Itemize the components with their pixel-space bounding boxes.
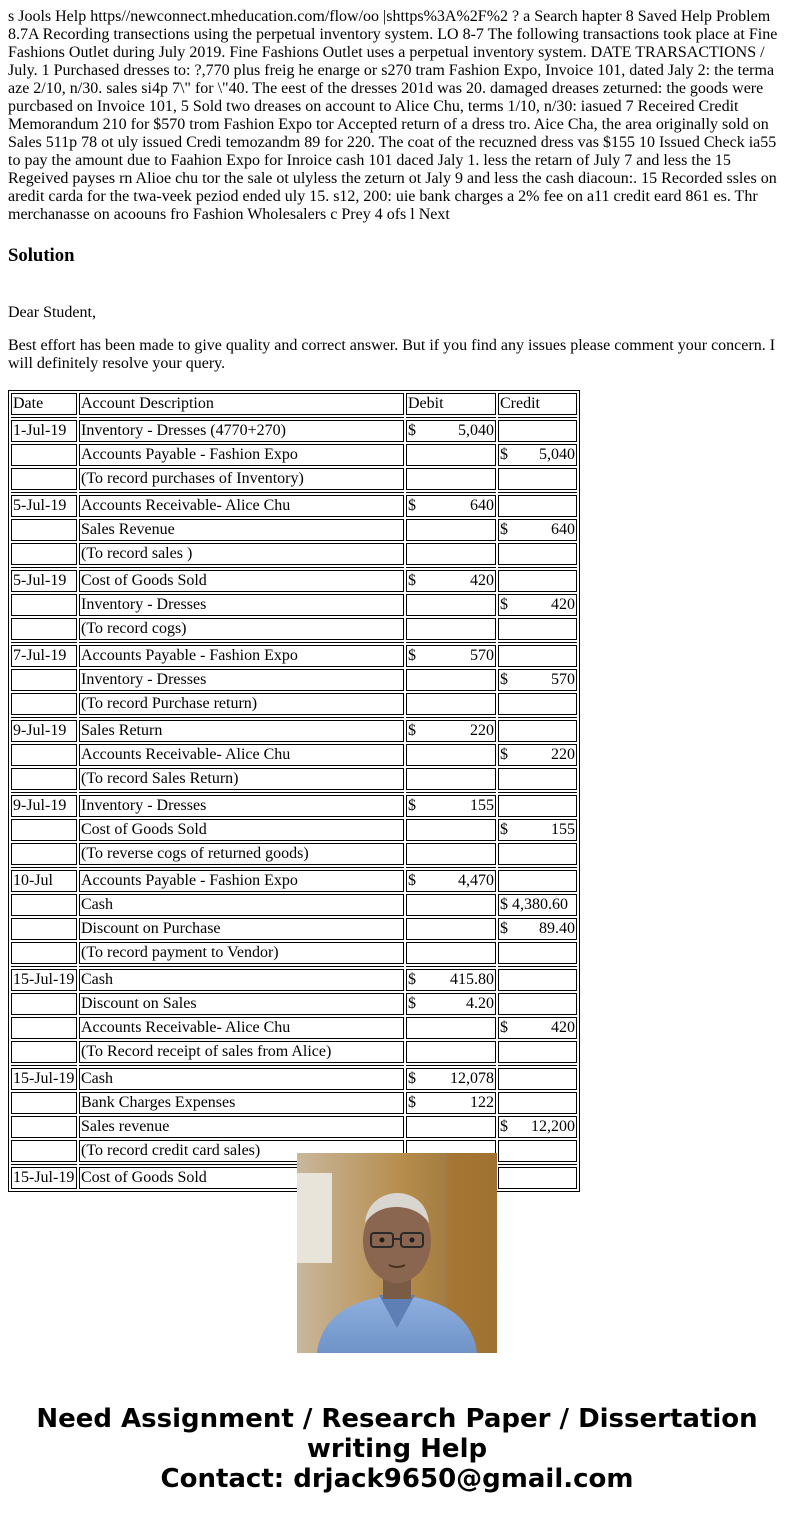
table-row xyxy=(11,1041,577,1063)
debit-cell xyxy=(406,1068,496,1090)
journal-entries-table xyxy=(8,390,580,1192)
debit-cell xyxy=(406,795,496,817)
separator-cell xyxy=(406,492,496,493)
debit-amount: 570 xyxy=(470,647,494,664)
date-cell xyxy=(11,894,77,916)
table-row xyxy=(11,693,577,715)
currency-symbol: $ xyxy=(408,971,416,988)
credit-amount: 640 xyxy=(551,521,575,538)
date-cell xyxy=(11,768,77,790)
date-cell xyxy=(11,942,77,964)
currency-symbol: $ xyxy=(408,572,416,589)
credit-cell xyxy=(498,894,577,916)
table-row xyxy=(11,669,577,691)
currency-symbol: $ xyxy=(500,746,508,763)
date-cell xyxy=(11,543,77,565)
separator-cell xyxy=(11,642,77,643)
currency-symbol: $ xyxy=(408,647,416,664)
table-row xyxy=(11,444,577,466)
credit-cell xyxy=(498,1068,577,1090)
date-cell xyxy=(11,1140,77,1162)
credit-cell xyxy=(498,795,577,817)
account-description-cell: (To Record receipt of sales from Alice) xyxy=(79,1041,404,1063)
currency-symbol: $ xyxy=(500,1019,508,1036)
account-description-cell: Accounts Payable - Fashion Expo xyxy=(79,870,404,892)
table-row xyxy=(11,768,577,790)
entry-separator xyxy=(11,492,577,493)
date-cell: 1-Jul-19 xyxy=(11,420,77,442)
credit-cell xyxy=(498,819,577,841)
debit-cell xyxy=(406,870,496,892)
debit-money xyxy=(408,797,494,815)
debit-cell xyxy=(406,645,496,667)
table-row xyxy=(11,594,577,616)
solution-heading: Solution xyxy=(8,245,75,266)
debit-money xyxy=(408,722,494,740)
currency-symbol: $ xyxy=(408,1070,416,1087)
credit-cell xyxy=(498,1041,577,1063)
entry-separator xyxy=(11,1065,577,1066)
currency-symbol: $ xyxy=(408,797,416,814)
date-cell xyxy=(11,1041,77,1063)
entry-separator xyxy=(11,717,577,718)
separator-cell xyxy=(79,966,404,967)
date-cell: 7-Jul-19 xyxy=(11,645,77,667)
credit-cell xyxy=(498,744,577,766)
table-row xyxy=(11,720,577,742)
separator-cell xyxy=(406,567,496,568)
table-row xyxy=(11,519,577,541)
account-description-cell: (To record cogs) xyxy=(79,618,404,640)
credit-amount: 220 xyxy=(551,746,575,763)
date-cell: 9-Jul-19 xyxy=(11,720,77,742)
account-description-cell: Cash xyxy=(79,894,404,916)
account-description-cell: Discount on Sales xyxy=(79,993,404,1015)
credit-cell xyxy=(498,918,577,940)
credit-cell xyxy=(498,420,577,442)
account-description-cell: Bank Charges Expenses xyxy=(79,1092,404,1114)
debit-amount: 122 xyxy=(470,1094,494,1111)
separator-cell xyxy=(406,966,496,967)
debit-cell xyxy=(406,444,496,466)
credit-cell xyxy=(498,1017,577,1039)
debit-amount: 220 xyxy=(470,722,494,739)
date-cell: 5-Jul-19 xyxy=(11,495,77,517)
account-description-cell: (To record payment to Vendor) xyxy=(79,942,404,964)
credit-cell xyxy=(498,468,577,490)
table-row xyxy=(11,969,577,991)
separator-cell xyxy=(11,966,77,967)
separator-cell xyxy=(11,1164,77,1165)
currency-symbol: $ xyxy=(500,896,508,913)
note-text: Best effort has been made to give quality and correct answer. But if you find any issues please comment your concern. I will definitely resolve your query. xyxy=(8,337,776,372)
table-row xyxy=(11,495,577,517)
currency-symbol: $ xyxy=(408,722,416,739)
header-debit: Debit xyxy=(406,393,496,415)
debit-cell xyxy=(406,744,496,766)
separator-cell xyxy=(79,792,404,793)
date-cell xyxy=(11,1092,77,1114)
currency-symbol: $ xyxy=(500,671,508,688)
credit-money xyxy=(500,1118,575,1136)
separator-cell xyxy=(498,717,577,718)
separator-cell xyxy=(79,567,404,568)
footer-advertisement xyxy=(0,1404,794,1494)
account-description-cell: Inventory - Dresses xyxy=(79,795,404,817)
debit-amount: 5,040 xyxy=(458,422,494,439)
separator-cell xyxy=(11,792,77,793)
credit-cell xyxy=(498,444,577,466)
credit-amount: 89.40 xyxy=(539,920,575,937)
debit-amount: 415.80 xyxy=(450,971,494,988)
separator-cell xyxy=(498,492,577,493)
table-row xyxy=(11,894,577,916)
account-description-cell: Cash xyxy=(79,969,404,991)
entry-separator xyxy=(11,867,577,868)
credit-cell xyxy=(498,645,577,667)
date-cell: 10-Jul xyxy=(11,870,77,892)
table-row xyxy=(11,918,577,940)
currency-symbol: $ xyxy=(500,596,508,613)
account-description-cell: (To record purchases of Inventory) xyxy=(79,468,404,490)
debit-amount: 12,078 xyxy=(450,1070,494,1087)
account-description-cell: Inventory - Dresses xyxy=(79,669,404,691)
debit-money xyxy=(408,497,494,515)
date-cell xyxy=(11,819,77,841)
credit-cell xyxy=(498,870,577,892)
credit-amount: 5,040 xyxy=(539,446,575,463)
entry-separator xyxy=(11,417,577,418)
account-description-cell: Cost of Goods Sold xyxy=(79,1167,404,1189)
credit-cell xyxy=(498,669,577,691)
separator-cell xyxy=(79,417,404,418)
debit-cell xyxy=(406,693,496,715)
debit-amount: 4,470 xyxy=(458,872,494,889)
account-description-cell: Cost of Goods Sold xyxy=(79,819,404,841)
credit-money xyxy=(500,671,575,689)
table-row xyxy=(11,870,577,892)
entry-separator xyxy=(11,792,577,793)
separator-cell xyxy=(79,867,404,868)
credit-cell xyxy=(498,519,577,541)
debit-cell xyxy=(406,819,496,841)
credit-amount: 4,380.60 xyxy=(512,896,568,913)
debit-money xyxy=(408,1070,494,1088)
greeting-text: Dear Student, xyxy=(8,304,96,321)
separator-cell xyxy=(406,792,496,793)
currency-symbol: $ xyxy=(500,821,508,838)
debit-money xyxy=(408,647,494,665)
credit-amount: 420 xyxy=(551,596,575,613)
currency-symbol: $ xyxy=(408,995,416,1012)
date-cell xyxy=(11,1017,77,1039)
separator-cell xyxy=(406,1065,496,1066)
separator-cell xyxy=(406,417,496,418)
separator-cell xyxy=(498,792,577,793)
account-description-cell: (To reverse cogs of returned goods) xyxy=(79,843,404,865)
currency-symbol: $ xyxy=(500,521,508,538)
separator-cell xyxy=(11,1065,77,1066)
table-row xyxy=(11,795,577,817)
date-cell: 5-Jul-19 xyxy=(11,570,77,592)
table-row xyxy=(11,570,577,592)
credit-money xyxy=(500,446,575,464)
table-header-row xyxy=(11,393,577,415)
credit-amount: 155 xyxy=(551,821,575,838)
account-description-cell: Inventory - Dresses (4770+270) xyxy=(79,420,404,442)
debit-amount: 4.20 xyxy=(466,995,494,1012)
debit-cell xyxy=(406,495,496,517)
debit-cell xyxy=(406,1116,496,1138)
separator-cell xyxy=(406,867,496,868)
account-description-cell: Accounts Receivable- Alice Chu xyxy=(79,495,404,517)
table-row xyxy=(11,645,577,667)
separator-cell xyxy=(498,642,577,643)
separator-cell xyxy=(11,717,77,718)
date-cell xyxy=(11,468,77,490)
header-credit: Credit xyxy=(498,393,577,415)
date-cell xyxy=(11,444,77,466)
debit-cell xyxy=(406,768,496,790)
separator-cell xyxy=(79,492,404,493)
credit-cell xyxy=(498,570,577,592)
entry-separator xyxy=(11,567,577,568)
account-description-cell: Inventory - Dresses xyxy=(79,594,404,616)
debit-cell xyxy=(406,918,496,940)
debit-money xyxy=(408,872,494,890)
debit-cell xyxy=(406,720,496,742)
credit-cell xyxy=(498,1167,577,1189)
separator-cell xyxy=(498,1164,577,1165)
debit-money xyxy=(408,422,494,440)
debit-money xyxy=(408,995,494,1013)
credit-cell xyxy=(498,543,577,565)
account-description-cell: Accounts Receivable- Alice Chu xyxy=(79,744,404,766)
table-row xyxy=(11,993,577,1015)
account-description-cell: Accounts Payable - Fashion Expo xyxy=(79,444,404,466)
date-cell xyxy=(11,594,77,616)
table-row xyxy=(11,1068,577,1090)
debit-cell xyxy=(406,1041,496,1063)
credit-money xyxy=(500,821,575,839)
currency-symbol: $ xyxy=(408,497,416,514)
footer-line-2: writing Help xyxy=(306,1434,488,1464)
debit-cell xyxy=(406,519,496,541)
question-text: s Jools Help https//newconnect.mheducation.com/flow/oo |shttps%3A%2F%2 ? a Search hapter 8 Saved Help Problem 8.7A Recording transections using the perpetual inventory system. LO 8-7 The following transactions took place at Fine Fashions Outlet during July 2019. Fine Fashions Outlet uses a perpetual inventory system. DATE TRARSACTIONS / July. 1 Purchased dresses to: ?,770 plus freig he enarge or s270 tram Fashion Expo, Invoice 101, dated Jaly 2: the terma aze 2/10, n/30. sales si4p 7\" for \"40. The eest of the dresses 201d was 20. damaged dreases zeturned: the goods were purcbased on Invoice 101, 5 Sold two dreases on account to Alice Chu, terms 1/10, n/30: iasued 7 Receired Credit Memorandum 210 for $570 trom Fashion Expo tor Accepted return of a dress tro. Aice Cha, the area originally sold on Sales 511p 78 ot uly issued Credi temozandm 89 for 220. The coat of the recuzned dress vas $155 10 Issued Check ia55 to pay the amount due to Faahion Expo for Inroice cash 101 daced Jaly 1. less the retarn of July 7 and less the 15 Regeived payses rn Alioe chu tor the sale ot ulyless the zeturn ot Jaly 9 and less the cash diacoun:. 15 Recorded ssles on aredit carda for the twa-veek peziod ended uly 15. s12, 200: uie bank charges a 2% fee on a11 credit eard 861 es. Thr merchanasse on acoouns fro Fashion Wholesalers c Prey 4 ofs l Next xyxy=(8,8,778,223)
table-row xyxy=(11,420,577,442)
credit-cell xyxy=(498,993,577,1015)
debit-money xyxy=(408,971,494,989)
account-description-cell: Discount on Purchase xyxy=(79,918,404,940)
account-description-cell: Cost of Goods Sold xyxy=(79,570,404,592)
credit-money xyxy=(500,920,575,938)
currency-symbol: $ xyxy=(408,1094,416,1111)
credit-cell xyxy=(498,1140,577,1162)
date-cell: 15-Jul-19 xyxy=(11,1167,77,1189)
debit-cell xyxy=(406,570,496,592)
separator-cell xyxy=(79,717,404,718)
debit-cell xyxy=(406,1017,496,1039)
account-description-cell: Cash xyxy=(79,1068,404,1090)
header-date: Date xyxy=(11,393,77,415)
debit-cell xyxy=(406,942,496,964)
date-cell xyxy=(11,519,77,541)
account-description-cell: (To record credit card sales) xyxy=(79,1140,404,1162)
separator-cell xyxy=(406,717,496,718)
date-cell: 9-Jul-19 xyxy=(11,795,77,817)
separator-cell xyxy=(11,567,77,568)
debit-cell xyxy=(406,969,496,991)
separator-cell xyxy=(406,642,496,643)
table-row xyxy=(11,1116,577,1138)
date-cell xyxy=(11,1116,77,1138)
account-description-cell: Sales Revenue xyxy=(79,519,404,541)
credit-cell xyxy=(498,843,577,865)
debit-cell xyxy=(406,894,496,916)
footer-line-3: Contact: drjack9650@gmail.com xyxy=(160,1464,634,1494)
credit-cell xyxy=(498,1116,577,1138)
date-cell xyxy=(11,993,77,1015)
credit-amount: 12,200 xyxy=(531,1118,575,1135)
separator-cell xyxy=(498,567,577,568)
credit-cell xyxy=(498,495,577,517)
separator-cell xyxy=(11,417,77,418)
table-row xyxy=(11,1092,577,1114)
person-photo xyxy=(297,1153,497,1353)
date-cell: 15-Jul-19 xyxy=(11,1068,77,1090)
credit-cell xyxy=(498,618,577,640)
credit-cell xyxy=(498,1092,577,1114)
separator-cell xyxy=(498,417,577,418)
table-row xyxy=(11,1017,577,1039)
debit-amount: 155 xyxy=(470,797,494,814)
debit-money xyxy=(408,572,494,590)
currency-symbol: $ xyxy=(408,422,416,439)
table-row xyxy=(11,819,577,841)
currency-symbol: $ xyxy=(500,446,508,463)
avatar xyxy=(297,1153,497,1353)
account-description-cell: Sales revenue xyxy=(79,1116,404,1138)
date-cell xyxy=(11,669,77,691)
entry-separator xyxy=(11,642,577,643)
credit-money xyxy=(500,596,575,614)
debit-cell xyxy=(406,594,496,616)
separator-cell xyxy=(11,867,77,868)
account-description-cell: Accounts Receivable- Alice Chu xyxy=(79,1017,404,1039)
account-description-cell: (To record Purchase return) xyxy=(79,693,404,715)
credit-cell xyxy=(498,942,577,964)
account-description-cell: (To record sales ) xyxy=(79,543,404,565)
credit-amount: 570 xyxy=(551,671,575,688)
account-description-cell: (To record Sales Return) xyxy=(79,768,404,790)
date-cell xyxy=(11,918,77,940)
credit-cell xyxy=(498,594,577,616)
currency-symbol: $ xyxy=(408,872,416,889)
credit-amount: 420 xyxy=(551,1019,575,1036)
debit-cell xyxy=(406,993,496,1015)
table-row xyxy=(11,543,577,565)
date-cell xyxy=(11,843,77,865)
separator-cell xyxy=(79,1065,404,1066)
separator-cell xyxy=(498,966,577,967)
debit-amount: 640 xyxy=(470,497,494,514)
credit-cell xyxy=(498,768,577,790)
entry-separator xyxy=(11,966,577,967)
separator-cell xyxy=(498,1065,577,1066)
debit-cell xyxy=(406,618,496,640)
date-cell xyxy=(11,744,77,766)
header-account-description: Account Description xyxy=(79,393,404,415)
footer-line-1: Need Assignment / Research Paper / Dissertation xyxy=(36,1404,758,1434)
debit-amount: 420 xyxy=(470,572,494,589)
separator-cell xyxy=(11,492,77,493)
account-description-cell: Accounts Payable - Fashion Expo xyxy=(79,645,404,667)
debit-cell xyxy=(406,543,496,565)
debit-cell xyxy=(406,843,496,865)
debit-cell xyxy=(406,669,496,691)
content-area xyxy=(8,0,786,1186)
credit-money xyxy=(500,521,575,539)
credit-money xyxy=(500,1019,575,1037)
credit-money xyxy=(500,746,575,764)
date-cell xyxy=(11,618,77,640)
date-cell: 15-Jul-19 xyxy=(11,969,77,991)
currency-symbol: $ xyxy=(500,920,508,937)
debit-cell xyxy=(406,468,496,490)
separator-cell xyxy=(498,867,577,868)
credit-cell xyxy=(498,969,577,991)
credit-cell xyxy=(498,720,577,742)
table-row xyxy=(11,942,577,964)
debit-cell xyxy=(406,420,496,442)
table-row xyxy=(11,618,577,640)
table-row xyxy=(11,843,577,865)
credit-cell xyxy=(498,693,577,715)
debit-money xyxy=(408,1094,494,1112)
account-description-cell: Sales Return xyxy=(79,720,404,742)
debit-cell xyxy=(406,1092,496,1114)
table-row xyxy=(11,744,577,766)
currency-symbol: $ xyxy=(500,1118,508,1135)
table-row xyxy=(11,468,577,490)
separator-cell xyxy=(79,642,404,643)
date-cell xyxy=(11,693,77,715)
